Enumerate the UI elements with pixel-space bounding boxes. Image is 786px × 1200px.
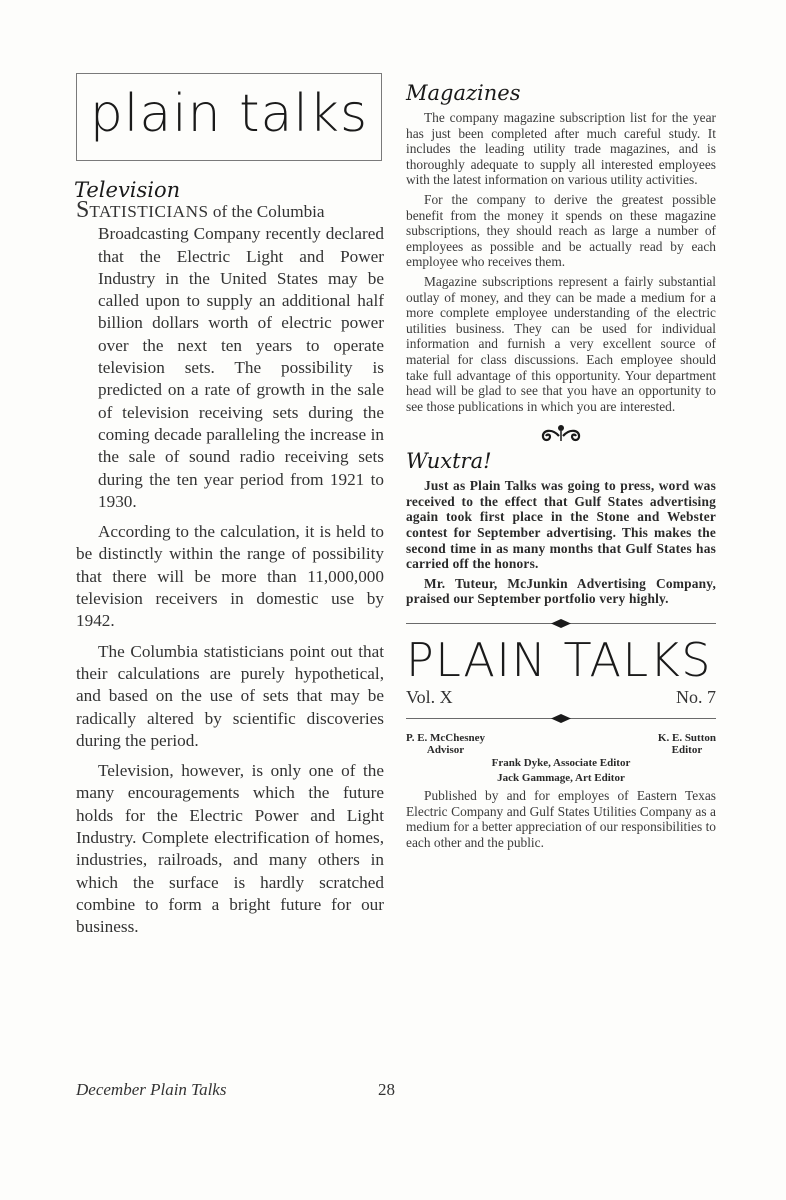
editor-role: Editor xyxy=(671,744,703,757)
associate-editor: Frank Dyke, Associate Editor xyxy=(491,757,631,770)
art-editor: Jack Gammage, Art Editor xyxy=(497,772,625,785)
staff-editor xyxy=(658,732,716,756)
volume-row xyxy=(406,687,716,708)
footer-issue: December Plain Talks xyxy=(76,1080,227,1099)
lead-smallcaps: TATISTICIANS xyxy=(89,202,209,221)
masthead-title: plain talks xyxy=(89,84,369,144)
diamond-ornament-icon xyxy=(551,714,571,723)
issue-number: No. 7 xyxy=(676,687,716,708)
staff-row xyxy=(406,732,716,756)
divider-top xyxy=(406,619,716,629)
editor-name: K. E. Sutton xyxy=(657,732,716,745)
magazines-heading: Magazines xyxy=(406,81,521,105)
page-number: 28 xyxy=(378,1080,395,1099)
television-heading: Television xyxy=(74,178,181,202)
staff-advisor xyxy=(406,732,485,756)
publication-statement: Published by and for employes of Eastern Texas Electric Company and Gulf States Utilities Company as a medium for a better appreciation of our responsibilities to each other and the public. xyxy=(406,788,716,850)
drop-cap: S xyxy=(76,197,90,223)
lead-rest: of the Columbia xyxy=(208,202,325,221)
paragraph-continuation: Broadcasting Company recently declared that the Electric Light and Power Industry in the United States may be called upon to supply an additional half billion dollars worth of electric power over the next ten years to operate television sets. The possibility is predicted on a rate of growth in the sale of television receiving sets during the coming decade paralleling the increase in the sale of sound radio receiving sets during the ten year period from 1921 to 1930. xyxy=(98,224,384,511)
right-column xyxy=(406,80,716,850)
left-column xyxy=(76,73,384,939)
wuxtra-heading: Wuxtra! xyxy=(406,449,492,474)
television-article xyxy=(76,197,384,939)
divider-bottom xyxy=(406,714,716,724)
advisor-name: P. E. McChesney xyxy=(406,732,486,745)
magazines-paragraph-1: The company magazine subscription list for the year has just been completed after much careful study. It includes the leading utility trade magazines, and is thoroughly adequate to supply all interested employees with the latest information on various utility activities. xyxy=(406,110,716,188)
magazines-paragraph-2: For the company to derive the greatest possible benefit from the money it spends on these magazine subscriptions, they should reach as large a number of employees as possible and be actually read by each employee who receives them. xyxy=(406,191,716,270)
masthead-box xyxy=(76,73,382,161)
television-paragraph-1 xyxy=(76,197,384,513)
nameplate-title: PLAIN TALKS xyxy=(406,633,712,688)
wuxtra-paragraph-2: Mr. Tuteur, McJunkin Advertising Company, praised our September portfolio very highly. xyxy=(406,575,716,607)
floral-ornament-icon xyxy=(406,424,716,444)
magazines-article xyxy=(406,110,716,414)
magazines-paragraph-3: Magazine subscriptions represent a fairly substantial outlay of money, and they can be made a medium for a more complete employee understanding of the electric utilities business. They can be used for individual information and furnish a very excellent source of material for class discussions. Each employee should take full advantage of this opportunity. Your department head will be glad to see that you have an opportunity to see those publications in which you are interested. xyxy=(406,273,716,414)
wuxtra-article xyxy=(406,478,716,607)
television-paragraph-4: Television, however, is only one of the many encouragements which the future holds for the Electric Power and Light Industry. Complete electrification of homes, industries, railroads, and many others in which the surface is hardly scratched combine to form a bright future for our business. xyxy=(76,761,384,937)
wuxtra-paragraph-1: Just as Plain Talks was going to press, word was received to the effect that Gulf States advertising again took first place in the Stone and Webster contest for September advertising. This makes the second time in as many months that Gulf States has carried off the honors. xyxy=(406,478,716,572)
advisor-role: Advisor xyxy=(426,744,465,757)
diamond-ornament-icon xyxy=(551,619,571,628)
television-paragraph-3: The Columbia statisticians point out that their calculations are purely hypothetical, and based on the use of sets that may be radically altered by scientific discoveries during the period. xyxy=(76,641,384,750)
volume-label: Vol. X xyxy=(406,687,453,708)
television-paragraph-2: According to the calculation, it is held to be distinctly within the range of possibility that there will be more than 11,000,000 television receivers in domestic use by 1942. xyxy=(76,522,384,631)
